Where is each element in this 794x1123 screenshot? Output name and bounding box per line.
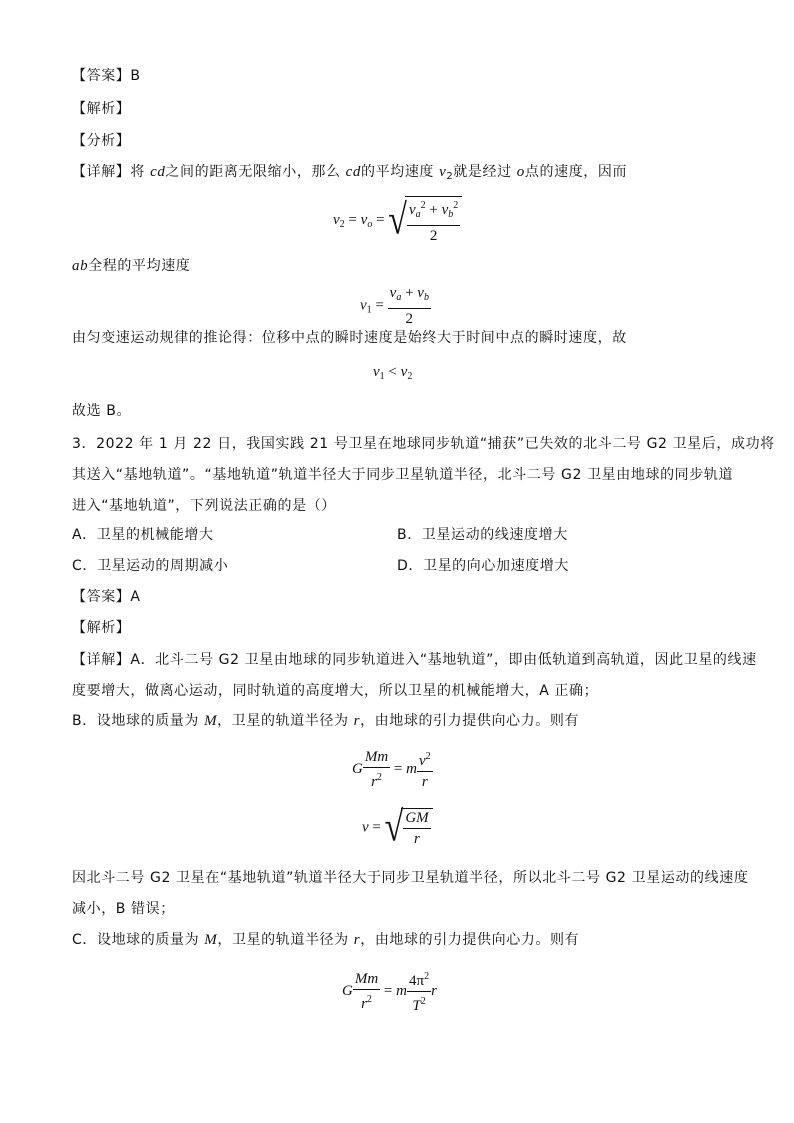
ab-text: 全程的平均速度: [88, 258, 191, 274]
math-plus: +: [401, 285, 418, 301]
fraction-denominator: [363, 768, 390, 791]
equation-v-sqrt: [362, 804, 433, 851]
detail-text: ，由地球的引力提供向心力。则有: [360, 932, 580, 948]
equation-gravity-period: [342, 968, 437, 1015]
q3-stem-text: 进入“基地轨道”，下列说法正确的是（）: [72, 498, 336, 514]
math-v: v: [408, 202, 416, 218]
math-sub: b: [423, 292, 429, 303]
math-sup: 2: [376, 772, 382, 783]
math-T: T: [412, 998, 421, 1014]
q3-answer-line: [72, 587, 732, 607]
sqrt-sign: √: [388, 196, 407, 243]
fenxi-label: 【分析】: [72, 133, 131, 149]
math-sub: 1: [379, 371, 385, 382]
fraction: [417, 748, 433, 791]
q3-stem-text: 3．2022 年 1 月 22 日，我国实践 21 号卫星在地球同步轨道“捕获”已失效的北斗二号 G2 卫星后，成功将: [72, 436, 775, 452]
analysis-label: 【解析】: [72, 620, 131, 636]
detail-text: 因北斗二号 G2 卫星在“基地轨道”轨道半径大于同步卫星轨道半径，所以北斗二号 G2 卫星运动的线速度: [72, 870, 749, 886]
math-sub: b: [448, 209, 454, 220]
math-v: v: [400, 364, 408, 380]
fraction-numerator: GM: [403, 809, 430, 829]
sqrt: [388, 196, 462, 245]
analysis-label: 【解析】: [72, 101, 131, 117]
math-sup: 2: [424, 971, 430, 982]
q2-infer-line: [72, 328, 732, 348]
fraction-numerator: [417, 748, 433, 772]
fraction: [407, 197, 460, 245]
math-v: v: [441, 202, 449, 218]
q2-analysis-label: [72, 99, 732, 119]
fraction: [407, 968, 431, 1015]
q3-option-b: B．卫星运动的线速度增大: [397, 527, 568, 543]
detail-label: 【详解】: [72, 164, 131, 180]
detail-text: 减小，B 错误；: [72, 901, 175, 917]
q3-b-line-3: [72, 899, 732, 919]
math-sub: a: [415, 209, 421, 220]
infer-text: 由匀变速运动规律的推论得：位移中点的瞬时速度是始终大于时间中点的瞬时速度，故: [72, 330, 627, 346]
fraction-numerator: Mm: [353, 970, 380, 990]
q3-option-d: D．卫星的向心加速度增大: [397, 558, 569, 574]
math-v: v: [418, 753, 426, 769]
math-v: v: [333, 211, 340, 228]
q3-detail-line-1: [72, 650, 757, 670]
sqrt-sign: √: [384, 804, 404, 851]
q3-option-c: C．卫星运动的周期减小: [72, 558, 229, 574]
math-v: v: [373, 364, 380, 380]
fraction-denominator: 2: [429, 228, 438, 244]
math-G: G: [342, 982, 353, 999]
math-G: G: [352, 760, 363, 777]
var-ab: ab: [72, 258, 89, 274]
sqrt: [384, 804, 433, 851]
math-v: v: [417, 285, 424, 301]
fraction-denominator: r: [421, 774, 428, 790]
math-sub: 1: [366, 304, 372, 316]
math-v: v: [360, 211, 368, 228]
q3-c-line-1: [72, 930, 732, 950]
math-sup: 2: [425, 751, 431, 762]
detail-text: 的平均速度: [361, 164, 440, 180]
math-sup: 2: [420, 200, 426, 211]
fraction: [363, 748, 390, 791]
equation-v2-vo: [333, 196, 462, 245]
math-sub: 2: [339, 218, 345, 230]
q2-ab-line: [72, 256, 732, 276]
math-sup: 2: [453, 200, 459, 211]
var-v: v: [439, 164, 447, 180]
math-v: v: [362, 819, 369, 836]
math-m: m: [396, 982, 407, 999]
q3-stem-text: 其送入“基地轨道”。“基地轨道”轨道半径大于同步卫星轨道半径，北斗二号 G2 卫星由地球的同步轨道: [72, 467, 734, 483]
fraction-denominator: 2: [405, 311, 414, 327]
q2-answer-line: [72, 66, 732, 86]
fraction-numerator: [407, 197, 460, 226]
answer-value: B: [130, 68, 141, 84]
fraction-denominator: [407, 992, 431, 1015]
math-sub: 2: [407, 371, 413, 382]
var-r: r: [353, 713, 361, 729]
q3-analysis-label: [72, 618, 732, 638]
q3-stem-line-2: [72, 465, 732, 485]
math-sub: o: [367, 218, 373, 230]
equation-v1: [360, 284, 431, 328]
detail-text: 点的速度，因而: [524, 164, 628, 180]
detail-text: 将: [130, 164, 151, 180]
math-v: v: [360, 297, 367, 314]
fraction-numerator: [407, 968, 431, 992]
q3-stem-line-3: [72, 496, 732, 516]
choose-text: 故选 B。: [72, 403, 132, 419]
math-eq: =: [390, 760, 407, 777]
q2-choose-line: [72, 401, 732, 421]
math-sup: 2: [420, 996, 426, 1007]
q3-option-a: A．卫星的机械能增大: [72, 527, 214, 543]
answer-value: A: [130, 589, 141, 605]
fraction-numerator: Mm: [363, 748, 390, 768]
answer-label: 【答案】: [72, 68, 131, 84]
var-cd: cd: [150, 164, 166, 180]
q2-detail-line: [72, 162, 732, 187]
var-cd: cd: [345, 164, 362, 180]
fraction: [353, 970, 380, 1013]
detail-text: ，卫星的轨道半径为: [217, 713, 354, 729]
math-eq: =: [372, 211, 389, 228]
math-eq: =: [368, 819, 385, 836]
math-eq: =: [344, 211, 361, 228]
q3-detail-line-2: [72, 681, 732, 701]
math-v: v: [389, 285, 397, 301]
fraction-denominator: r: [414, 831, 420, 847]
sqrt-body: [401, 808, 432, 848]
var-r: r: [353, 932, 361, 948]
var-sub: 2: [446, 171, 454, 182]
fraction: [388, 284, 431, 328]
fraction-numerator: [388, 284, 431, 309]
detail-text: 【详解】A．北斗二号 G2 卫星由地球的同步轨道进入“基地轨道”，即由低轨道到高轨道，因此卫星的线速: [72, 652, 757, 668]
math-eq: =: [380, 982, 397, 999]
sqrt-body: [405, 196, 462, 245]
answer-label: 【答案】: [72, 589, 131, 605]
math-r: r: [371, 774, 377, 790]
math-4pi: 4π: [408, 973, 425, 989]
math-sub: a: [396, 292, 402, 303]
math-r: r: [361, 996, 367, 1012]
var-M: M: [204, 713, 218, 729]
equation-v1-lt-v2: [373, 364, 412, 382]
detail-text: 度要增大，做离心运动，同时轨道的高度增大，所以卫星的机械能增大，A 正确；: [72, 683, 599, 699]
q2-fenxi-label: [72, 131, 732, 151]
math-m: m: [406, 760, 417, 777]
math-lt: <: [384, 364, 401, 380]
math-sup: 2: [366, 994, 372, 1005]
var-o: o: [516, 164, 525, 180]
q3-b-line-1: [72, 711, 732, 731]
math-r: r: [431, 982, 437, 999]
detail-text: 就是经过: [453, 164, 517, 180]
q3-stem-line-1: [72, 434, 775, 454]
detail-text: B．设地球的质量为: [72, 713, 205, 729]
detail-text: ，由地球的引力提供向心力。则有: [360, 713, 580, 729]
equation-gravity-velocity: [352, 748, 433, 791]
math-eq: =: [371, 297, 388, 314]
math-plus: +: [425, 202, 442, 218]
detail-text: ，卫星的轨道半径为: [217, 932, 354, 948]
fraction-denominator: [353, 990, 380, 1013]
var-M: M: [204, 932, 218, 948]
detail-text: 之间的距离无限缩小，那么: [165, 164, 346, 180]
fraction: [403, 809, 430, 848]
detail-text: C．设地球的质量为: [72, 932, 205, 948]
q3-b-line-2: [72, 868, 749, 888]
